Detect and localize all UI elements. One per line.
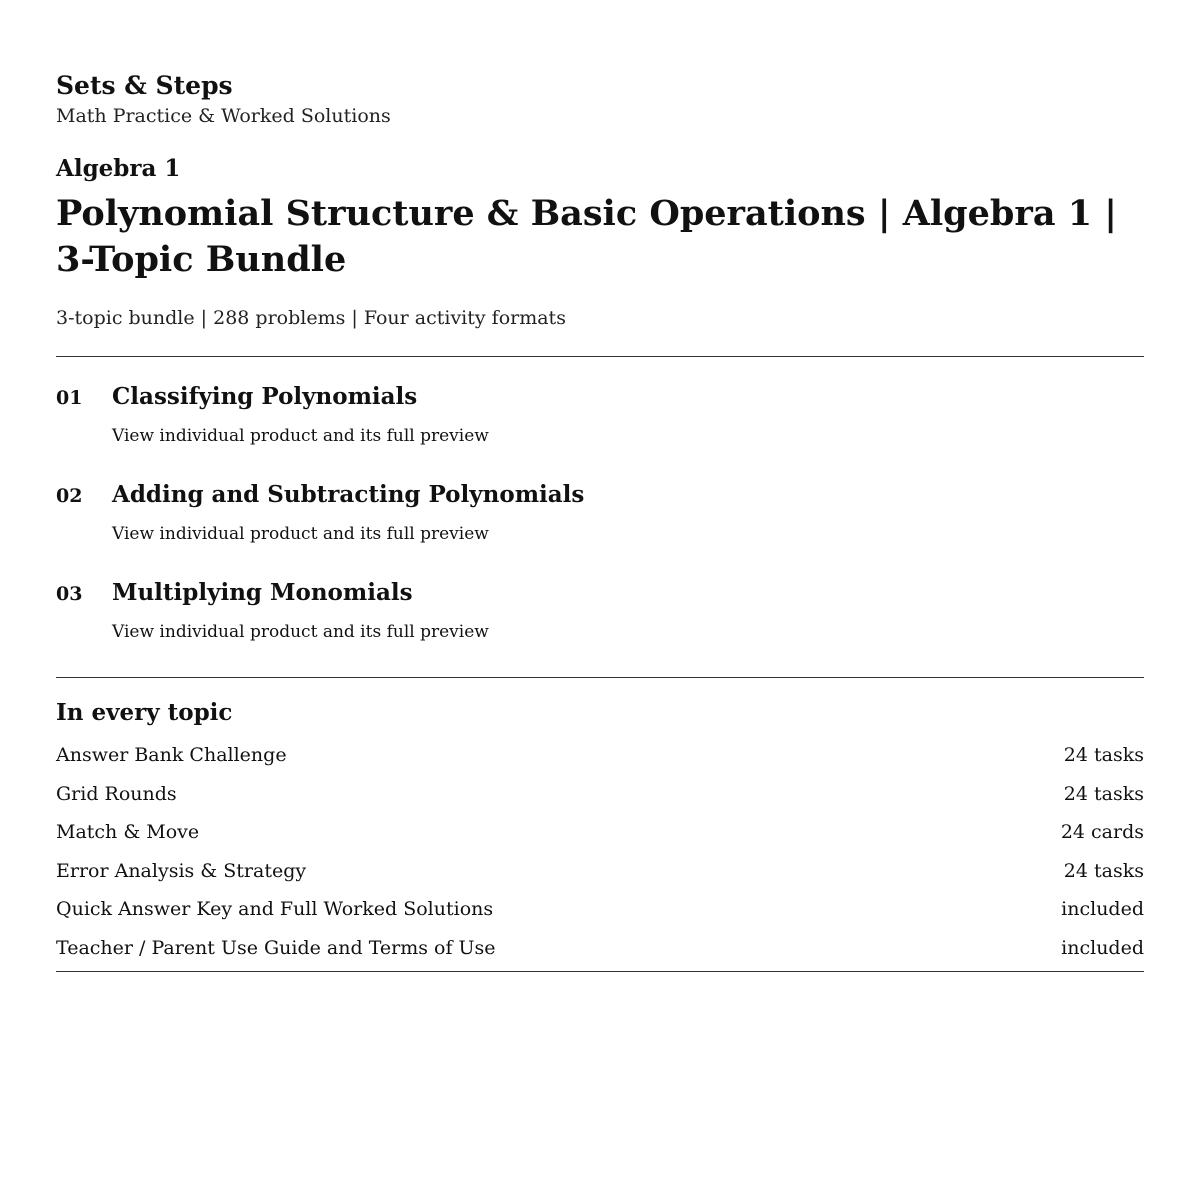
divider	[56, 356, 1144, 357]
contents-value: included	[1061, 936, 1144, 959]
topic-number: 01	[56, 387, 83, 409]
bundle-summary: 3-topic bundle | 288 problems | Four activity formats	[56, 307, 566, 329]
topic-title: Adding and Subtracting Polynomials	[112, 481, 585, 508]
topic-item	[56, 382, 1144, 447]
contents-row	[56, 858, 1144, 897]
contents-label: Answer Bank Challenge	[56, 744, 287, 766]
contents-value: 24 tasks	[1063, 859, 1144, 882]
view-product-link[interactable]: View individual product and its full preview	[112, 524, 489, 544]
topic-number: 03	[56, 583, 83, 605]
contents-label: Quick Answer Key and Full Worked Solutions	[56, 898, 494, 921]
contents-value: 24 cards	[1060, 821, 1144, 844]
page-title: Polynomial Structure & Basic Operations | Algebra 1 | 3-Topic Bundle	[56, 193, 1117, 280]
contents-list	[56, 742, 1144, 974]
view-product-link[interactable]: View individual product and its full preview	[112, 426, 489, 446]
course-label: Algebra 1	[56, 155, 181, 182]
contents-label: Error Analysis & Strategy	[56, 859, 307, 882]
view-product-link[interactable]: View individual product and its full preview	[112, 622, 489, 642]
topic-item	[56, 578, 1144, 643]
contents-row	[56, 742, 1144, 781]
divider	[56, 677, 1144, 678]
section-heading: In every topic	[56, 699, 233, 726]
brand-tagline: Math Practice & Worked Solutions	[56, 105, 391, 127]
contents-row	[56, 781, 1144, 820]
contents-value: 24 tasks	[1063, 782, 1144, 805]
contents-row	[56, 819, 1144, 858]
contents-row	[56, 935, 1144, 974]
topic-number: 02	[56, 485, 83, 507]
brand-header	[56, 71, 1144, 129]
contents-label: Grid Rounds	[56, 782, 177, 805]
brand-name: Sets & Steps	[56, 71, 233, 100]
contents-row	[56, 896, 1144, 935]
topic-title: Multiplying Monomials	[112, 579, 413, 606]
topic-title: Classifying Polynomials	[112, 383, 418, 410]
contents-label: Teacher / Parent Use Guide and Terms of Use	[56, 936, 496, 959]
contents-value: 24 tasks	[1063, 744, 1144, 766]
contents-label: Match & Move	[56, 821, 200, 844]
topic-list	[56, 382, 1144, 643]
product-page	[56, 0, 1144, 972]
contents-value: included	[1061, 898, 1144, 921]
topic-item	[56, 480, 1144, 545]
